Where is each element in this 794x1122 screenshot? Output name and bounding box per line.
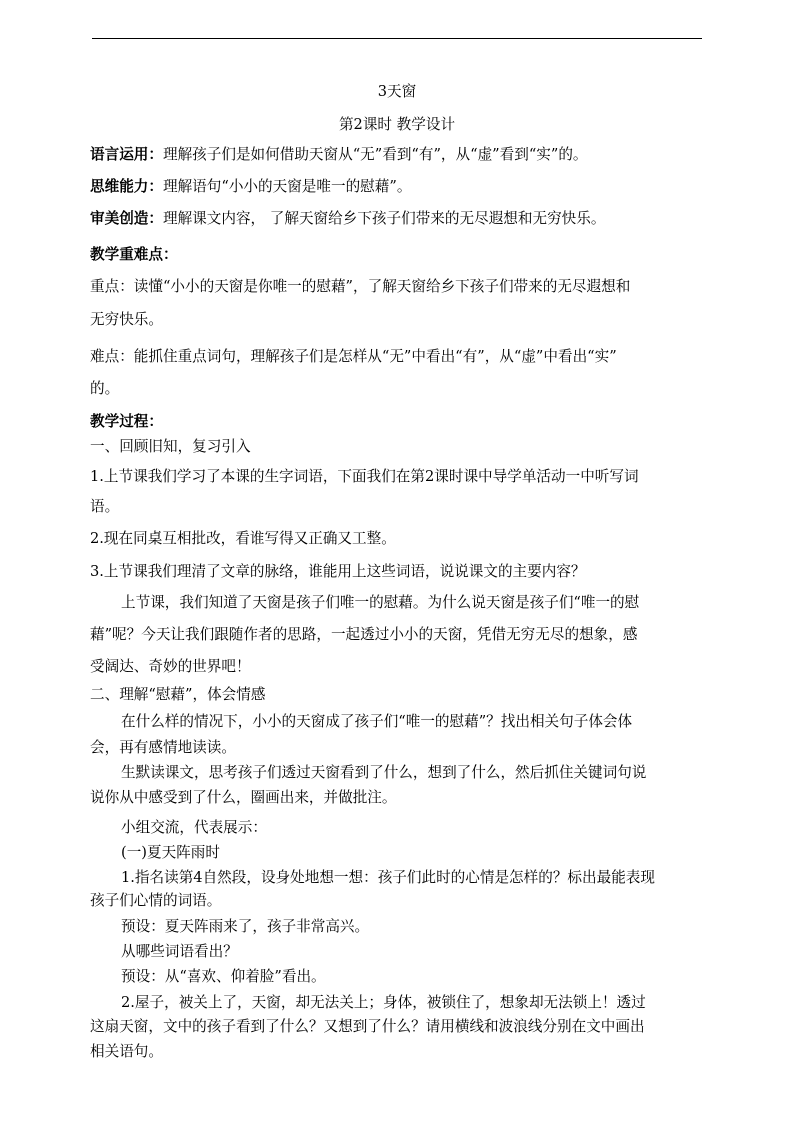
paragraph-line: 会，再有感情地读读。 xyxy=(90,739,236,756)
objective-label: 审美创造： xyxy=(90,210,163,227)
paragraph-line: 3.上节课我们理清了文章的脉络，谁能用上这些词语，说说课文的主要内容？ xyxy=(90,563,586,580)
key-point-line: 重点：读懂“小小的天窗是你唯一的慰藉”，了解天窗给乡下孩子们带来的无尽遐想和 xyxy=(90,278,631,295)
difficulty-line: 难点：能抓住重点词句，理解孩子们是怎样从“无”中看出“有”，从“虚”中看出“实” xyxy=(90,348,617,365)
paragraph-line: 说你从中感受到了什么，圈画出来，并做批注。 xyxy=(90,789,397,806)
paragraph-line: 从哪些词语看出？ xyxy=(121,943,238,960)
objective-text: 理解孩子们是如何借助天窗从“无”看到“有”，从“虚”看到“实”的。 xyxy=(162,146,588,163)
paragraph-line: 受阔达、奇妙的世界吧！ xyxy=(90,658,251,675)
paragraph-line: 生默读课文，思考孩子们透过天窗看到了什么，想到了什么，然后抓住关键词句说 xyxy=(121,764,647,781)
paragraph-line: 预设：从“喜欢、仰着脸”看出。 xyxy=(121,968,326,985)
paragraph-line: 小组交流，代表展示： xyxy=(121,819,267,836)
paragraph-line: 孩子们心情的词语。 xyxy=(90,892,222,909)
objective-text: 理解语句“小小的天窗是唯一的慰藉”。 xyxy=(162,178,412,195)
paragraph-line: 这扇天窗，文中的孩子看到了什么？又想到了什么？请用横线和波浪线分别在文中画出 xyxy=(90,1018,645,1035)
objective-language xyxy=(90,145,704,165)
difficulty-line: 的。 xyxy=(90,380,120,397)
document-title: 3天窗 xyxy=(377,83,417,100)
key-points-heading: 教学重难点： xyxy=(90,246,178,263)
paragraph-line: 2.现在同桌互相批改，看谁写得又正确又工整。 xyxy=(90,530,396,547)
paragraph-line: 2.屋子，被关上了，天窗，却无法关上；身体，被锁住了，想象却无法锁上！透过 xyxy=(121,994,646,1011)
objective-label: 思维能力： xyxy=(90,178,163,195)
paragraph-line: 1.上节课我们学习了本课的生字词语，下面我们在第2课时课中导学单活动一中听写词 xyxy=(90,468,639,485)
objective-text: 理解课文内容， 了解天窗给乡下孩子们带来的无尽遐想和无穷快乐。 xyxy=(162,210,606,227)
header-rule xyxy=(92,38,702,39)
paragraph-line: 在什么样的情况下，小小的天窗成了孩子们“唯一的慰藉”？找出相关句子体会体 xyxy=(121,713,633,730)
paragraph-line: 语。 xyxy=(90,498,120,515)
paragraph-line: 相关语句。 xyxy=(90,1043,163,1060)
process-heading: 教学过程： xyxy=(90,413,163,430)
key-point-line: 无穷快乐。 xyxy=(90,311,163,328)
objective-label: 语言运用： xyxy=(90,146,163,163)
objective-thinking xyxy=(90,177,704,197)
document-subtitle: 第2课时 教学设计 xyxy=(338,116,456,133)
paragraph-line: 藉”呢？今天让我们跟随作者的思路，一起透过小小的天窗，凭借无穷无尽的想象，感 xyxy=(90,626,638,643)
subsection-heading: (一)夏天阵雨时 xyxy=(121,844,220,861)
section-heading: 一、回顾旧知，复习引入 xyxy=(90,438,251,455)
paragraph-line: 预设：夏天阵雨来了，孩子非常高兴。 xyxy=(121,918,370,935)
paragraph-line: 1.指名读第4自然段，设身处地想一想：孩子们此时的心情是怎样的？标出最能表现 xyxy=(121,869,655,886)
paragraph-line: 上节课，我们知道了天窗是孩子们唯一的慰藉。为什么说天窗是孩子们“唯一的慰 xyxy=(121,594,640,611)
section-heading: 二、理解“慰藉”，体会情感 xyxy=(90,686,266,703)
objective-aesthetic xyxy=(90,209,704,229)
